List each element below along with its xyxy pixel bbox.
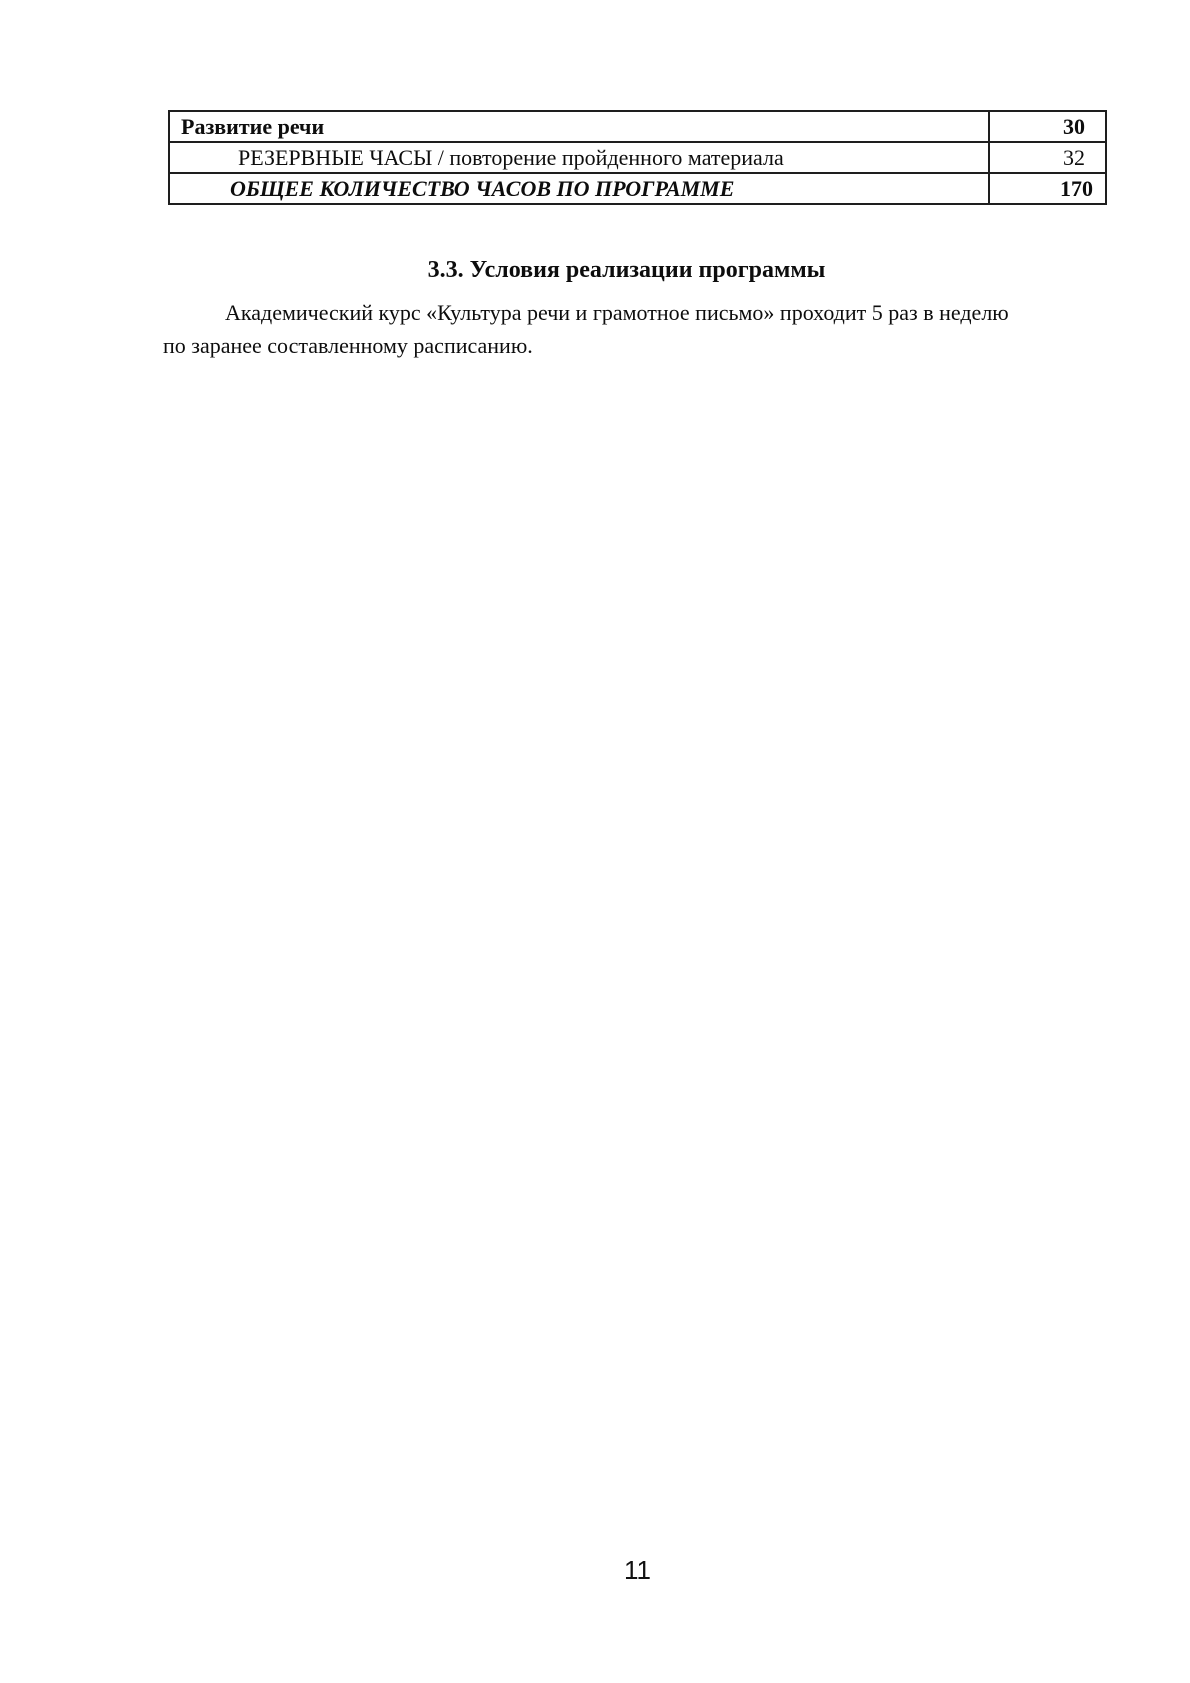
- table-cell-hours: 30: [988, 112, 1105, 141]
- body-paragraph: [163, 296, 1098, 362]
- table-row-total: [170, 172, 1105, 203]
- program-hours-table: [168, 110, 1107, 205]
- paragraph-line: Академический курс «Культура речи и грамотное письмо» проходит 5 раз в неделю: [225, 300, 1009, 325]
- section-heading: 3.3. Условия реализации программы: [427, 257, 826, 283]
- paragraph-line: по заранее составленному расписанию.: [163, 333, 533, 358]
- page-number: 11: [624, 1555, 651, 1585]
- table-cell-topic: Развитие речи: [181, 114, 325, 139]
- table-cell-hours: 170: [988, 174, 1105, 203]
- table-row: [170, 141, 1105, 172]
- table-cell-topic: РЕЗЕРВНЫЕ ЧАСЫ / повторение пройденного материала: [238, 145, 784, 170]
- table-cell-hours: 32: [988, 143, 1105, 172]
- table-cell-topic: ОБЩЕЕ КОЛИЧЕСТВО ЧАСОВ ПО ПРОГРАММЕ: [230, 176, 735, 201]
- table-row: [170, 112, 1105, 141]
